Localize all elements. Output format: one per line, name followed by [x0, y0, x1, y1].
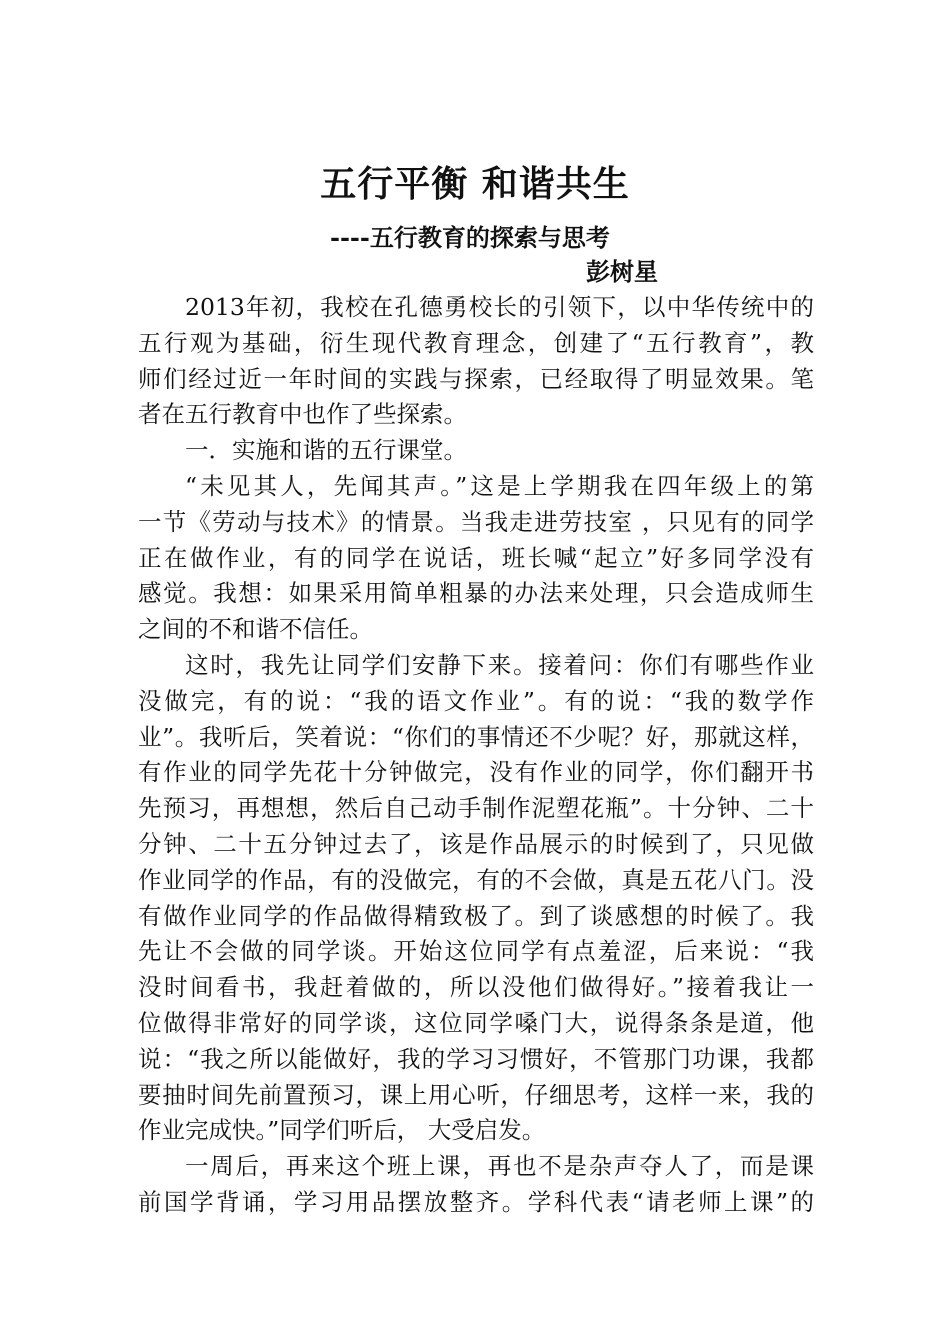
paragraph-line: 师们经过近一年时间的实践与探索，已经取得了明显效果。笔: [138, 364, 814, 393]
paragraph-line: 作业完成快。”同学们听后， 大受启发。: [138, 1116, 546, 1145]
document-author: 彭树星: [586, 257, 658, 286]
paragraph-line: 没时间看书，我赶着做的，所以没他们做得好。”接着我让一: [138, 973, 814, 1002]
paragraph-line: 之间的不和谐不信任。: [138, 615, 373, 644]
paragraph-line: 前国学背诵，学习用品摆放整齐。学科代表“请老师上课”的: [138, 1187, 814, 1216]
paragraph-line: 说：“我之所以能做好，我的学习习惯好，不管那门功课，我都: [138, 1044, 814, 1073]
paragraph-line: 这时，我先让同学们安静下来。接着问：你们有哪些作业: [185, 650, 814, 679]
paragraph-line: 作业同学的作品，有的没做完，有的不会做，真是五花八门。没: [138, 865, 814, 894]
paragraph-line: 先让不会做的同学谈。开始这位同学有点羞涩，后来说：“我: [138, 937, 814, 966]
paragraph-line: “未见其人，先闻其声。”这是上学期我在四年级上的第: [185, 471, 814, 500]
paragraph-line: 一．实施和谐的五行课堂。: [185, 436, 467, 465]
paragraph: [138, 290, 814, 433]
paragraph: [138, 648, 814, 1149]
document-body: [138, 290, 814, 1221]
paragraph-line: 五行观为基础，衍生现代教育理念，创建了“五行教育”，教: [138, 328, 814, 357]
paragraph-line: 感觉。我想：如果采用简单粗暴的办法来处理，只会造成师生: [138, 579, 814, 608]
paragraph-line: 要抽时间先前置预习，课上用心听，仔细思考，这样一来，我的: [138, 1080, 814, 1109]
document-title: 五行平衡 和谐共生: [320, 163, 630, 205]
paragraph-line: 正在做作业，有的同学在说话，班长喊“起立”好多同学没有: [138, 543, 814, 572]
paragraph: [138, 1149, 814, 1221]
paragraph: [138, 433, 814, 469]
paragraph-line: 没做完，有的说：“我的语文作业”。有的说：“我的数学作: [138, 686, 814, 715]
document-subtitle: ----五行教育的探索与思考: [330, 223, 610, 252]
paragraph: [138, 469, 814, 648]
paragraph-line: 有作业的同学先花十分钟做完，没有作业的同学，你们翻开书: [138, 758, 814, 787]
paragraph-line: 有做作业同学的作品做得精致极了。到了谈感想的时候了。我: [138, 901, 814, 930]
paragraph-line: 业”。我听后，笑着说：“你们的事情还不少呢？好，那就这样，: [138, 722, 814, 751]
paragraph-line: 一节《劳动与技术》的情景。当我走进劳技室 ，只见有的同学: [138, 507, 814, 536]
paragraph-line: 者在五行教育中也作了些探索。: [138, 400, 467, 429]
paragraph-line: 位做得非常好的同学谈，这位同学嗓门大，说得条条是道，他: [138, 1008, 814, 1037]
paragraph-line: 先预习，再想想，然后自己动手制作泥塑花瓶”。十分钟、二十: [138, 794, 814, 823]
paragraph-line: 2013年初，我校在孔德勇校长的引领下，以中华传统中的: [185, 293, 814, 321]
paragraph-line: 分钟、二十五分钟过去了，该是作品展示的时候到了，只见做: [138, 829, 814, 858]
paragraph-line: 一周后，再来这个班上课，再也不是杂声夺人了，而是课: [185, 1152, 814, 1181]
